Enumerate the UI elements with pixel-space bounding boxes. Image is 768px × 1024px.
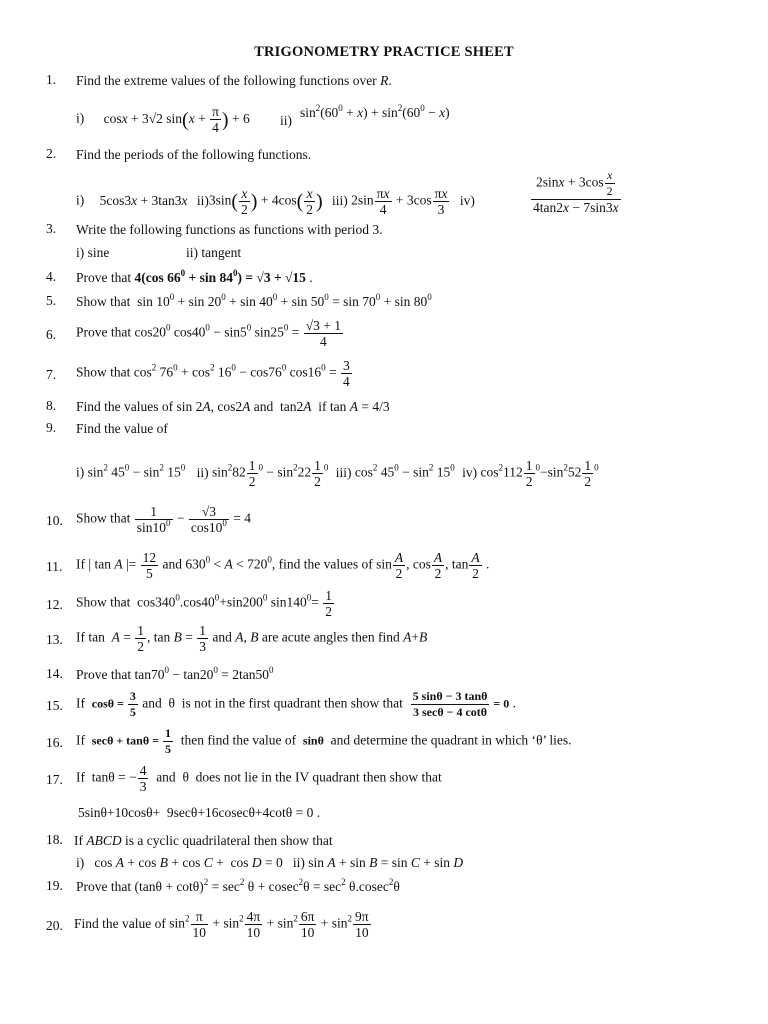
question-text: Find the value of $\sin^2$ $\frac{\pi}{10}$ + $\sin^2$ $\frac{4\pi}{10}$ + $\sin^2$ $\frac{6\pi}{10}$ + $\sin^2$ $\frac{9\pi}{10}$	[74, 909, 369, 940]
question-text: Prove that $\tan 70^0 - \tan 20^0 = 2\tan 50^0$	[76, 665, 274, 682]
question-text: If | tan A |= $\frac{12}{5}$ and $630^0 < A < 720^0$, find the values of sin $\frac{A}{2}$ , cos $\frac{A}{2}$ , tan $\frac{A}{2}$ .	[76, 550, 490, 581]
question-number: 16.	[46, 735, 63, 750]
question-text: If tanθ = − $\frac{4}{3}$ and θ does not lie in the IV quadrant then show that	[76, 763, 442, 794]
question-number: 15.	[46, 698, 63, 713]
question-number: 14.	[46, 666, 63, 681]
question-number: 19.	[46, 878, 63, 893]
question-part: i) cosx + 3√2 sin(x + $\frac{\pi}{4}$ ) + 6	[76, 104, 250, 135]
question-number: 9.	[46, 420, 57, 435]
question-number: 7.	[46, 367, 57, 382]
question-number: 6.	[46, 327, 57, 342]
question-text: Show that $\cos 340^0.\cos 40^0+\sin 200^0$ $\sin 140^0=$ $\frac{1}{2}$	[76, 588, 333, 619]
question-text: Find the values of sin 2A, cos2A and tan2A if tan A = 4/3	[76, 399, 390, 414]
question-number: 18.	[46, 832, 63, 847]
question-part: i) $\sin^2 45^0 - \sin^2 15^0$ ii) $\sin^282$ $\frac{1}{2}$ $^0 - \sin^222$ $\frac{1}{2}$ $^0$ iii) $\cos^2 45^0 - \sin^2 15^0$ iv) $\cos^2112$ $\frac{1}{2}$ $^0-\sin^252$ $\frac{1}{2}$ $^0$	[76, 458, 599, 489]
question-text: Show that $\cos^2 76^0 + \cos^2 16^0 - \cos 76^0$ $\cos 16^0$ = $\frac{3}{4}$	[76, 358, 350, 389]
question-text: If cosθ = $\frac{3}{5}$ and θ is not in the first quadrant then show that $\frac{5 \sin\theta - 3 \tan\theta}{3 \sec\theta - 4 \cot\theta}$ = 0 .	[76, 689, 516, 719]
question-number: 4.	[46, 269, 57, 284]
question-part: i) cos A + cos B + cos C + cos D = 0 ii) sin A + sin B = sin C + sin D	[76, 855, 464, 870]
question-text: Prove that $\cos 20^0$ $\cos 40^0 - \sin 5^0$ $\sin 25^0$ = $\frac{√3 + 1}{4}$	[76, 318, 342, 349]
page-title: TRIGONOMETRY PRACTICE SHEET	[254, 44, 514, 60]
question-text: Find the extreme values of the following functions over R.	[76, 73, 392, 88]
question-number: 13.	[46, 632, 63, 647]
question-text: Show that $\frac{1}{\sin 10^0}$ − $\frac{√3}{\cos 10^0}$ = 4	[76, 504, 252, 535]
question-part: ii)	[280, 113, 292, 128]
question-part: i) sine	[76, 245, 110, 260]
question-text: If tan A = $\frac{1}{2}$ , tan B = $\frac{1}{3}$ and A, B are acute angles then find A+B	[76, 623, 428, 654]
question-part: $\sin^2(60^0 + x) + \sin^2(60^0 - x)$	[300, 103, 450, 120]
question-number: 5.	[46, 293, 57, 308]
question-text: Show that $\sin 10^0 + \sin 20^0 + \sin 40^0 + \sin 50^0 = \sin 70^0 + \sin 80^0$	[76, 292, 432, 309]
question-part: i) 5cos3x + 3tan3x ii)3sin( $\frac{x}{2}$ ) + 4cos( $\frac{x}{2}$ ) iii) 2sin $\frac{\pi x}{4}$ + 3cos $\frac{\pi x}{3}$ iv)	[76, 186, 475, 217]
question-number: 1.	[46, 72, 57, 87]
question-text: If secθ + tanθ = $\frac{1}{5}$ then find the value of sinθ and determine the quadrant in which ‘θ’ lies.	[76, 726, 572, 756]
question-text: Find the periods of the following functions.	[76, 147, 312, 162]
question-number: 20.	[46, 918, 63, 933]
question-part: 5sinθ+10cosθ+ 9secθ+16cosecθ+4cotθ = 0 .	[78, 805, 321, 820]
question-part: ii) tangent	[186, 245, 242, 260]
question-number: 10.	[46, 513, 63, 528]
question-number: 2.	[46, 146, 57, 161]
question-text: Find the value of	[76, 421, 168, 436]
question-part: 2sinx + 3cos $\frac{x}{2}$ 4tan2x − 7sin3x	[533, 168, 619, 215]
question-number: 11.	[46, 559, 63, 574]
question-text: If ABCD is a cyclic quadrilateral then show that	[74, 833, 333, 848]
question-number: 12.	[46, 597, 63, 612]
question-number: 3.	[46, 221, 57, 236]
question-text: Write the following functions as functions with period 3.	[76, 222, 383, 237]
question-text: Prove that $(\tan\theta + \cot\theta)^2 = \sec^2 \theta + cosec^2\theta = \sec^2 \theta.cosec^2\theta$	[76, 877, 400, 894]
question-number: 17.	[46, 772, 63, 787]
question-number: 8.	[46, 398, 57, 413]
question-text: Prove that 4(cos $66^0 + \sin 84^0) = √3 + √15$ .	[76, 268, 313, 285]
